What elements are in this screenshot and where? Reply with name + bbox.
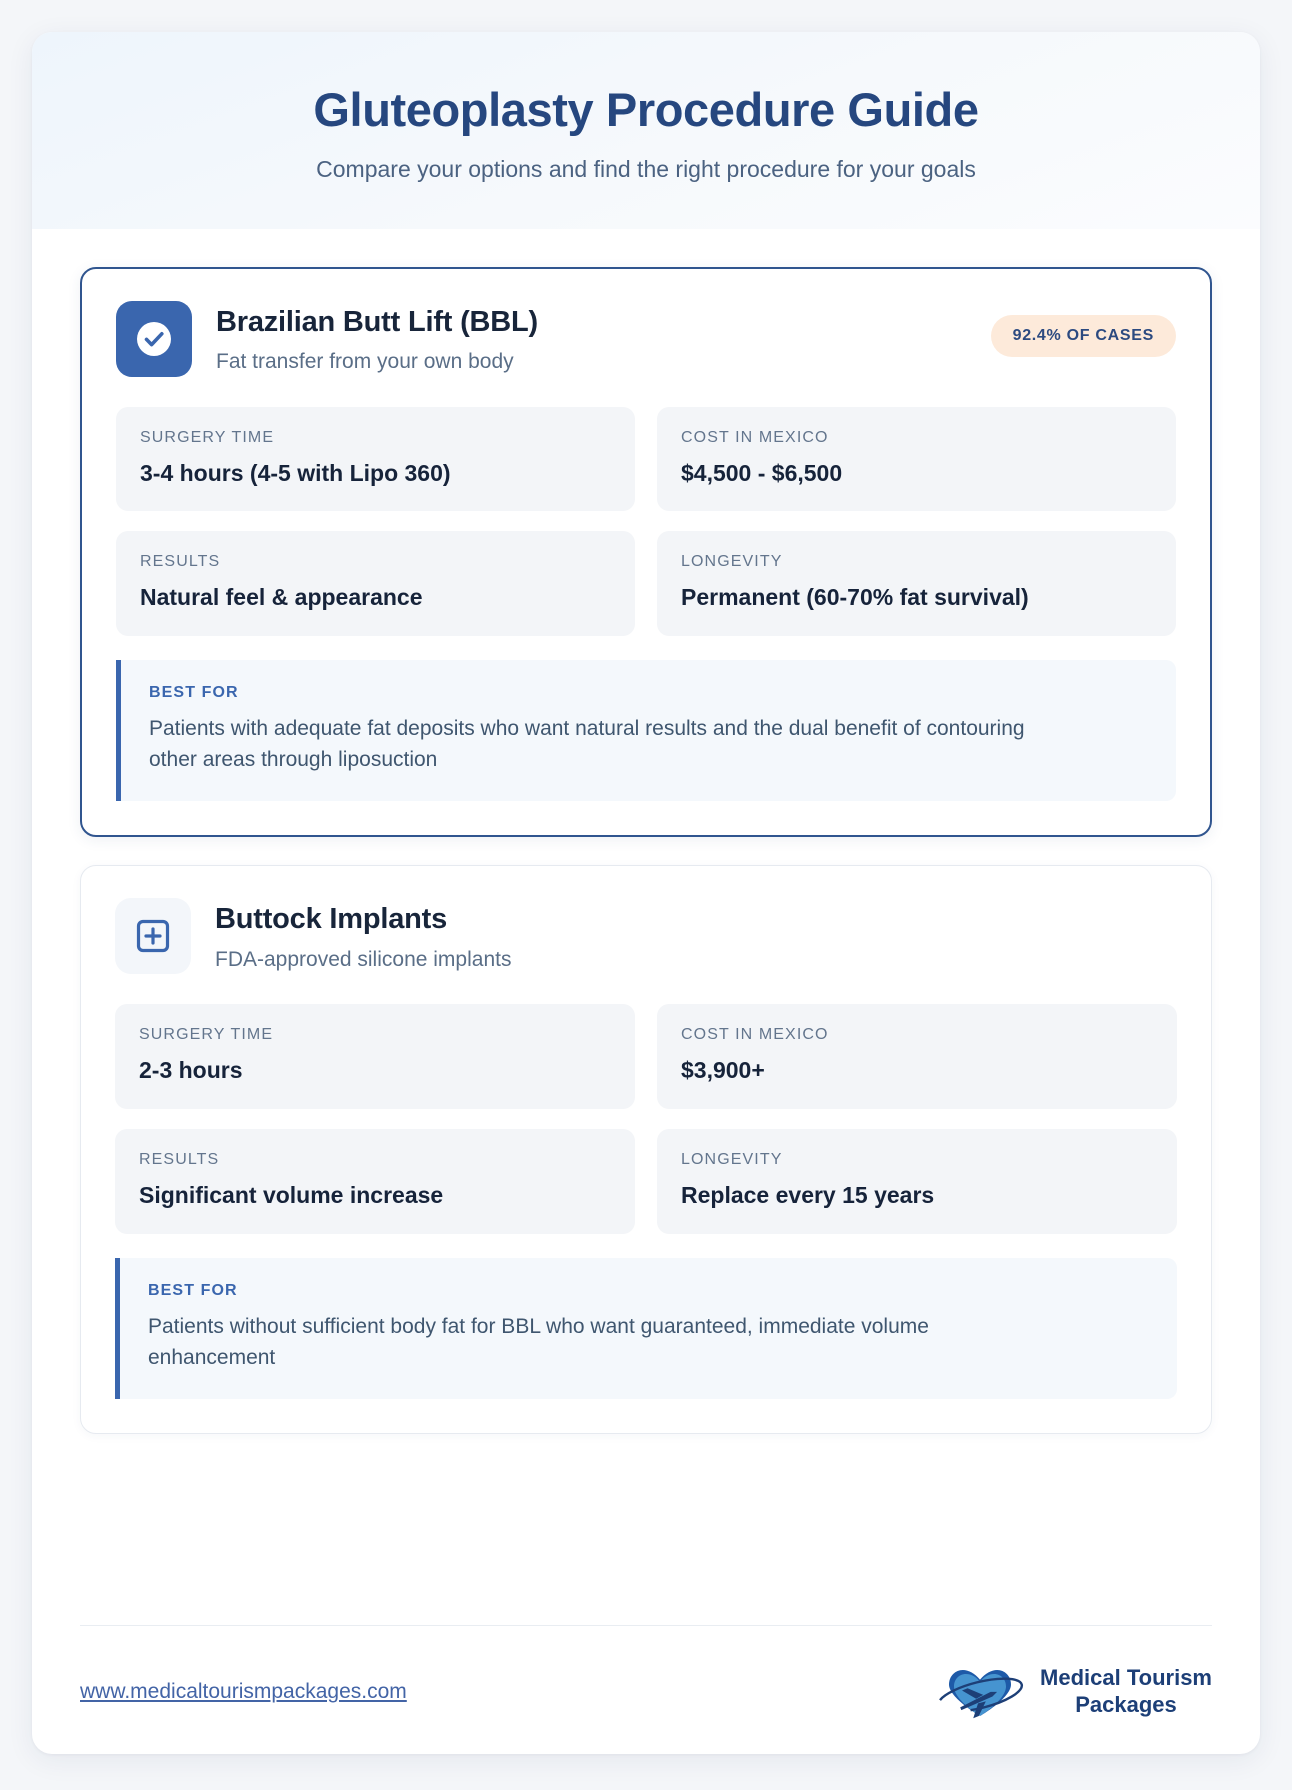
- stat-results: [116, 531, 635, 636]
- brand-line-2: Packages: [1075, 1692, 1177, 1717]
- plus-square-icon: [115, 898, 191, 974]
- stat-results: [115, 1129, 635, 1234]
- procedure-subtitle: FDA-approved silicone implants: [215, 948, 512, 972]
- stat-value: 3-4 hours (4-5 with Lipo 360): [140, 459, 451, 486]
- heart-airplane-orbit-logo: [932, 1660, 1028, 1724]
- check-circle-icon: [116, 301, 192, 377]
- stat-longevity: [657, 531, 1176, 636]
- stat-grid: [116, 407, 1176, 637]
- page-footer: [80, 1625, 1212, 1754]
- stat-value: $4,500 - $6,500: [681, 459, 843, 486]
- website-link[interactable]: www.medicaltourismpackages.com: [80, 1680, 407, 1703]
- stat-value: Replace every 15 years: [681, 1182, 935, 1209]
- card-title-group: [216, 301, 967, 376]
- stat-surgery-time: [115, 1004, 635, 1109]
- card-title-group: [215, 898, 1177, 973]
- brand-name: [1040, 1665, 1212, 1719]
- procedure-card-bbl[interactable]: [80, 267, 1212, 838]
- stat-cost: [657, 407, 1176, 512]
- best-for-label: BEST FOR: [148, 1281, 238, 1299]
- stat-value: $3,900+: [681, 1057, 765, 1084]
- brand-line-1: Medical Tourism: [1040, 1665, 1212, 1691]
- stat-label: COST IN MEXICO: [681, 428, 829, 446]
- procedure-title: Brazilian Butt Lift (BBL): [216, 305, 539, 338]
- stat-label: LONGEVITY: [681, 553, 783, 571]
- stat-value: Significant volume increase: [139, 1182, 444, 1209]
- stat-value: Natural feel & appearance: [140, 584, 423, 611]
- stat-label: LONGEVITY: [681, 1151, 783, 1169]
- page-title: Gluteoplasty Procedure Guide: [313, 83, 979, 136]
- stat-cost: [657, 1004, 1177, 1109]
- procedures-section: [32, 229, 1260, 1581]
- page-header: [32, 32, 1260, 229]
- procedure-subtitle: Fat transfer from your own body: [216, 350, 514, 374]
- stat-grid: [115, 1004, 1177, 1234]
- procedure-title: Buttock Implants: [215, 903, 448, 936]
- procedure-card-implants[interactable]: [80, 865, 1212, 1434]
- stat-surgery-time: [116, 407, 635, 512]
- stat-longevity: [657, 1129, 1177, 1234]
- stat-label: SURGERY TIME: [139, 1026, 274, 1044]
- card-header: [115, 898, 1177, 974]
- page-subtitle: Compare your options and find the right procedure for your goals: [316, 155, 976, 182]
- stat-label: RESULTS: [139, 1151, 220, 1169]
- status-badge: 92.4% OF CASES: [991, 315, 1176, 357]
- stat-label: COST IN MEXICO: [681, 1026, 829, 1044]
- brand-logo: [932, 1660, 1212, 1724]
- stat-value: 2-3 hours: [139, 1057, 243, 1084]
- card-header: [116, 301, 1176, 377]
- best-for-callout: [115, 1258, 1177, 1399]
- content-sheet: [32, 32, 1260, 1754]
- best-for-callout: [116, 660, 1176, 801]
- best-for-text: Patients without sufficient body fat for BBL who want guaranteed, immediate volume enhancement: [148, 1314, 929, 1369]
- stat-label: SURGERY TIME: [140, 428, 275, 446]
- stat-value: Permanent (60-70% fat survival): [681, 584, 1029, 611]
- best-for-label: BEST FOR: [149, 684, 239, 702]
- best-for-text: Patients with adequate fat deposits who want natural results and the dual benefit of contouring other areas through liposuction: [149, 717, 1025, 771]
- stat-label: RESULTS: [140, 553, 221, 571]
